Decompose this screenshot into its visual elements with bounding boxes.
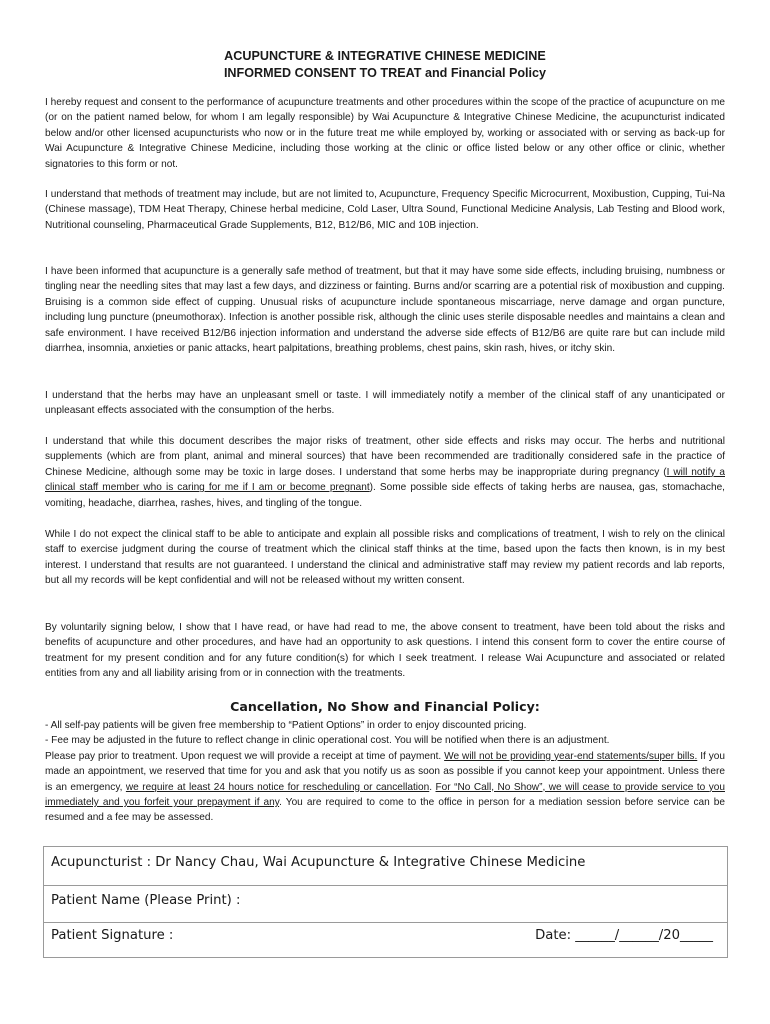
policy-list (45, 718, 725, 826)
consent-paragraph-7 (45, 620, 725, 682)
consent-text: I understand that methods of treatment may include, but are not limited to, Acupuncture, Frequency Specific Microcurrent, Moxibustion, Cupping, Tui-Na (Chinese massage), TDM Heat Therapy, Chinese herbal medicine, Cold Laser, Ultra Sound, Functional Medicine Analysis, Lab Testing and Blood work, Nutritional counseling, Pharmaceutical Grade Supplements, B12, B12/B6, MIC and 10B injection. (45, 189, 725, 231)
consent-text-segment: I understand that while this document describes the major risks of treatment, other side effects and risks may occur. The herbs and nutritional supplements (which are from plant, animal and mineral sources) that have been recommended are traditionally considered safe in the practice of Chinese Medicine, although some may be toxic in large doses. I understand that some herbs may be inappropriate during pregnancy ( (45, 436, 725, 478)
policy-text-underlined: we require at least 24 hours notice for rescheduling or cancellation (125, 781, 430, 793)
policy-text: . (429, 781, 436, 793)
consent-text (45, 434, 725, 511)
consent-text: While I do not expect the clinical staff to be able to anticipate and explain all possible risks and complications of treatment, I wish to rely on the clinical staff to exercise judgment during the course of treatment which the clinical staff thinks at the time, based upon the facts then known, is in my best interest. I understand that results are not guaranteed. I understand the clinical and administrative staff may review my patient records and lab reports, but all my records will be kept confidential and will not be released without my written consent. (45, 529, 725, 587)
date-field[interactable]: Date: ______/______/20_____ (535, 928, 713, 943)
patient-signature-row[interactable] (44, 922, 727, 958)
patient-signature-label: Patient Signature : (51, 928, 174, 943)
policy-text-underlined: For “No Call, No Show”, we will cease to provide service to you immediately and you forfeit your prepayment if any (45, 781, 725, 809)
policy-item: - All self-pay patients will be given free membership to “Patient Options” in order to enjoy discounted pricing. (45, 720, 527, 731)
policy-text-underlined: We will not be providing year-end statements/super bills. (444, 750, 698, 762)
form-title-line-2: INFORMED CONSENT TO TREAT and Financial Policy (223, 66, 547, 80)
form-title-line-1: ACUPUNCTURE & INTEGRATIVE CHINESE MEDICINE (224, 49, 546, 63)
policy-text: Please pay prior to treatment. Upon request we will provide a receipt at time of payment. (45, 750, 445, 762)
pregnancy-notice-underlined: I will notify a clinical staff member who is caring for me if I am or become pregnant (45, 466, 725, 494)
consent-text-segment: ). Some possible side effects of taking herbs are nausea, gas, stomachache, vomiting, headache, diarrhea, rashes, hives, and tingling of the tongue. (45, 482, 725, 509)
consent-paragraph-6 (45, 527, 725, 589)
consent-paragraph-5 (45, 434, 725, 511)
consent-text: I have been informed that acupuncture is a generally safe method of treatment, but that it may have some side effects, including bruising, numbness or tingling near the needling sites that may last a few days, and dizziness or fainting. Burns and/or scarring are a potential risk of moxibustion and cupping. Bruising is a common side effect of cupping. Unusual risks of acupuncture include spontaneous miscarriage, nerve damage and organ puncture, including lung puncture (pneumothorax). Infection is another possible risk, although the clinic uses sterile disposable needles and maintains a clean and safe environment. I have received B12/B6 injection information and understand the adverse side effects of B12/B6 are quite rare but can include mild diarrhea, insomnia, anxieties or panic attacks, heart palpitations, breathing problems, chest pains, skin rash, hives, or itchy skin. (45, 266, 725, 355)
consent-text: I hereby request and consent to the performance of acupuncture treatments and other procedures within the scope of the practice of acupuncture on me (or on the patient named below, for whom I am legally responsible) by Wai Acupuncture & Integrative Chinese Medicine, the acupuncturist indicated below and/or other licensed acupuncturists who now or in the future treat me while employed by, working or associated with or serving as back-up for Wai Acupuncture & Integrative Chinese Medicine, including those working at the clinic or office listed below or any other office or clinic, whether signatories to this form or not. (45, 97, 725, 170)
policy-item (45, 749, 725, 826)
consent-paragraph-2 (45, 187, 725, 233)
policy-item: - Fee may be adjusted in the future to reflect change in clinic operational cost. You will be notified when there is an adjustment. (45, 735, 610, 747)
consent-text: I understand that the herbs may have an unpleasant smell or taste. I will immediately notify a member of the clinical staff of any unanticipated or unpleasant effects associated with the consumption of the herbs. (45, 390, 725, 417)
policy-text: . You are required to come to the office in person for a mediation session before service can be resumed and a fee may be assessed. (45, 797, 725, 824)
policy-text: If you made an appointment, we reserved that time for you and ask that you notify us as soon as possible if you cannot keep your appointment. Unless there is an emergency, (45, 750, 725, 793)
signature-table (43, 846, 728, 958)
consent-paragraph-3 (45, 264, 725, 356)
consent-paragraph-1 (45, 95, 725, 172)
consent-text: By voluntarily signing below, I show that I have read, or have had read to me, the above consent to treatment, have been told about the risks and benefits of acupuncture and other procedures, and have had an opportunity to ask questions. I intend this consent form to cover the entire course of treatment for my present condition and for any future condition(s) for which I seek treatment. I release Wai Acupuncture and associated or related entities from any and all liability arising from or in connection with the treatments. (45, 622, 725, 680)
patient-name-label: Patient Name (Please Print) : (51, 893, 241, 908)
patient-name-row[interactable] (44, 885, 727, 923)
acupuncturist-row (44, 847, 727, 886)
consent-paragraph-4 (45, 388, 725, 419)
acupuncturist-label: Acupuncturist : Dr Nancy Chau, Wai Acupuncture & Integrative Chinese Medicine (51, 855, 586, 870)
policy-heading: Cancellation, No Show and Financial Policy: (230, 699, 540, 714)
